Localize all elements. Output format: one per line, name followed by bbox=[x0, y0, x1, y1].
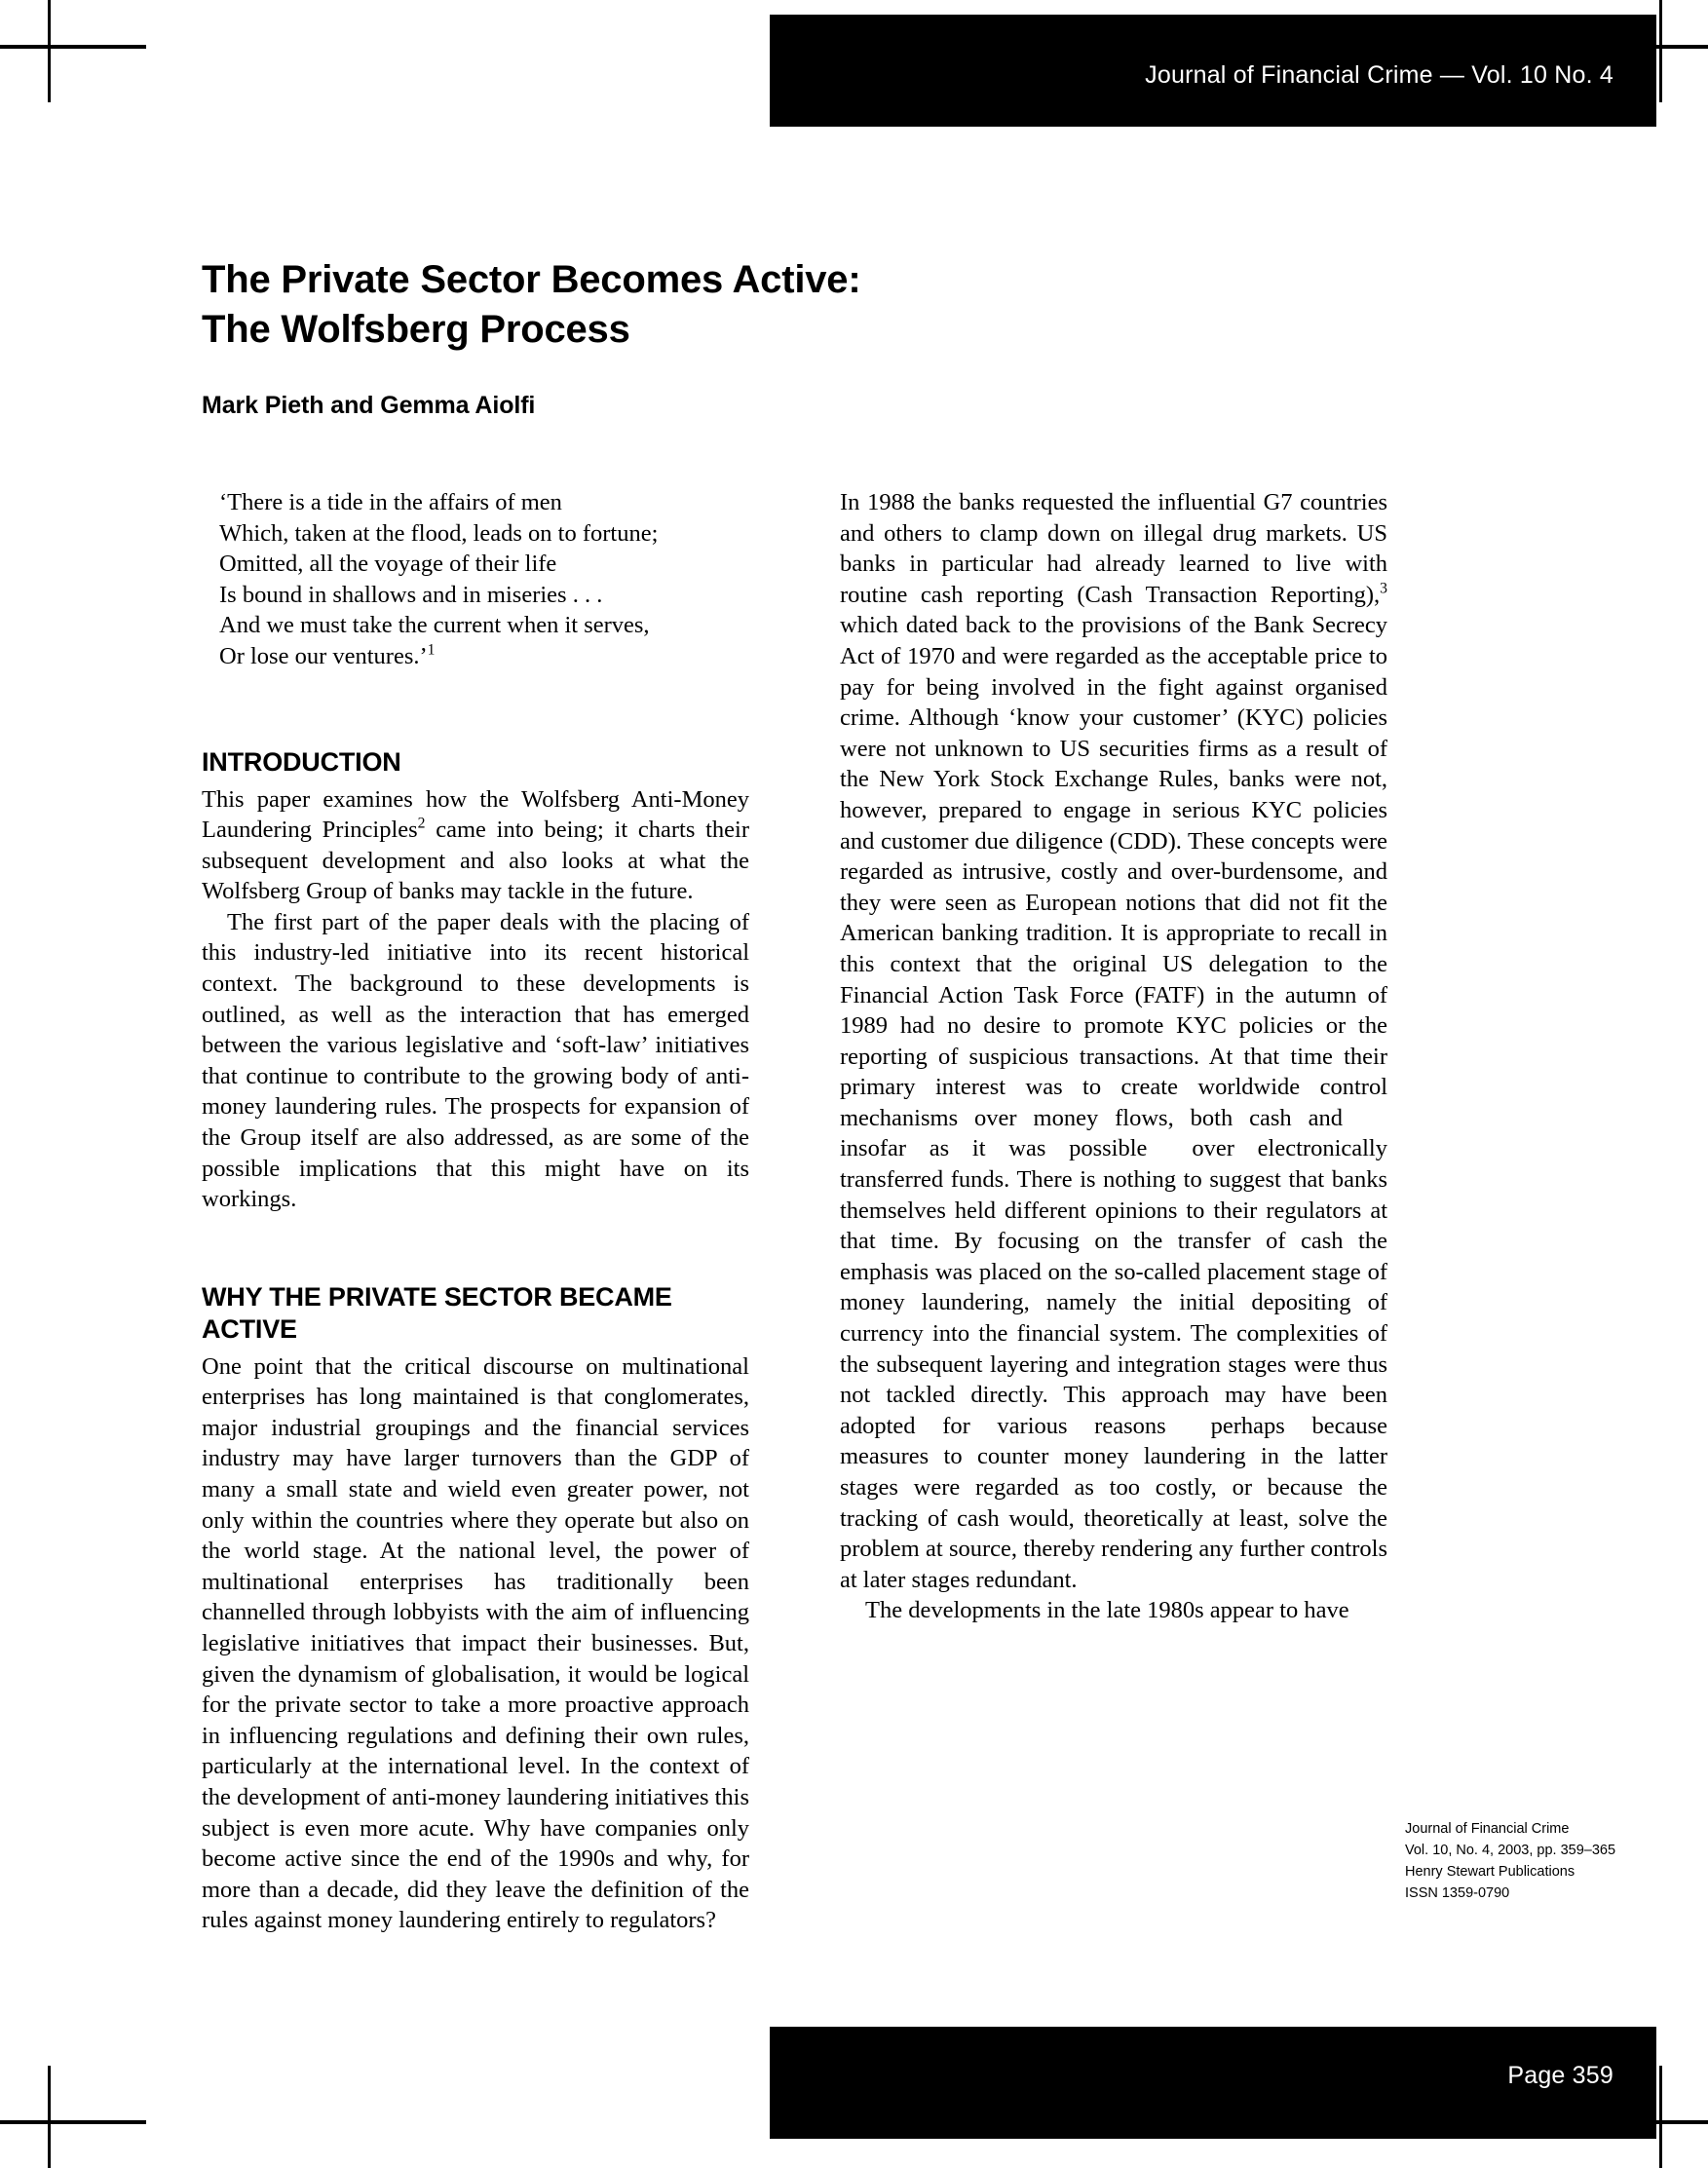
introduction-paragraph-2: The first part of the paper deals with the placing of this industry-led initiative into its recent historical context. The background to these developments is outlined, as well as the interaction that has emerged between the various legislative and ‘soft-law’ initiatives that continue to contribute to the growing body of anti-money laundering rules. The prospects for expansion of the Group itself are also addressed, as are some of the possible implications that this might have on its workings. bbox=[202, 908, 749, 1213]
epigraph-line-1: ‘There is a tide in the affairs of men bbox=[219, 489, 562, 515]
why-paragraph-2-part-a: In 1988 the banks requested the influential G7 countries and others to clamp down on illegal drug markets. US banks in particular had already learned to live with routine cash reporting (Cash Transaction Reporting), bbox=[840, 489, 1387, 608]
epigraph-line-6-text: Or lose our ventures.’ bbox=[219, 642, 428, 669]
why-paragraph-2-part-e: over electronically transferred funds. There is nothing to suggest that banks themselves held different opinions to their regulators at that time. By focusing on the transfer of cash the emphasis was placed on the so-called placement stage of money laundering, namely the initial depositing of currency into the financial system. The complexities of the subsequent layering and integration stages were thus not tackled directly. This approach may have been adopted for bbox=[840, 1135, 1387, 1439]
epigraph-line-2: Which, taken at the flood, leads on to fortune; bbox=[219, 519, 659, 547]
epigraph-line-5: And we must take the current when it serves, bbox=[219, 612, 650, 639]
why-paragraph-3: The developments in the late 1980s appear to have bbox=[865, 1597, 1349, 1624]
article-title-line-2: The Wolfsberg Process bbox=[202, 308, 630, 352]
introduction-paragraph-1 bbox=[202, 784, 749, 907]
page-header-band bbox=[770, 15, 1656, 127]
crop-mark-top-left-vertical bbox=[48, 0, 51, 102]
footnote-marker-1: 1 bbox=[427, 641, 436, 659]
footnote-marker-2: 2 bbox=[417, 815, 426, 832]
section-heading-introduction: INTRODUCTION bbox=[202, 746, 401, 777]
epigraph bbox=[219, 487, 749, 672]
crop-mark-top-right-vertical bbox=[1659, 0, 1662, 102]
introduction-paragraph-1-part-b: came into being; it charts their subsequent development and also looks at what the Wolfsberg Group of banks may tackle in the future. bbox=[202, 817, 750, 905]
spacer-before-introduction bbox=[202, 672, 749, 746]
why-paragraph-2-part-g: perhaps because measures to counter money laundering in the latter stages were regarded as too costly, or because the tracking of cash would, theoretically at least, solve the problem at source, thereby rendering any further controls at later stages redundant. bbox=[840, 1412, 1387, 1593]
crop-mark-bottom-left-vertical bbox=[48, 2066, 51, 2168]
title-block bbox=[202, 255, 1176, 420]
body-column-right bbox=[840, 487, 1387, 1626]
crop-mark-top-left-horizontal bbox=[0, 45, 146, 49]
colophon-line-3: Henry Stewart Publications bbox=[1405, 1864, 1575, 1880]
spacer-before-why-section bbox=[202, 1215, 749, 1281]
section-heading-why-private-sector bbox=[202, 1281, 749, 1346]
epigraph-line-4: Is bound in shallows and in miseries . . . bbox=[219, 581, 603, 608]
why-paragraph-2-part-c: both cash and bbox=[1190, 1104, 1343, 1131]
page-number: Page 359 bbox=[1507, 2062, 1613, 2089]
colophon-line-4: ISSN 1359-0790 bbox=[1405, 1885, 1510, 1901]
epigraph-line-3: Omitted, all the voyage of their life bbox=[219, 551, 557, 578]
colophon-line-2: Vol. 10, No. 4, 2003, pp. 359–365 bbox=[1405, 1843, 1616, 1858]
why-heading-line-1: WHY THE PRIVATE SECTOR BECAME bbox=[202, 1281, 672, 1312]
article-title-line-1: The Private Sector Becomes Active: bbox=[202, 258, 861, 301]
page-footer-band bbox=[770, 2027, 1656, 2139]
colophon-line-1: Journal of Financial Crime bbox=[1405, 1821, 1570, 1837]
article-authors: Mark Pieth and Gemma Aiolfi bbox=[202, 392, 536, 420]
running-head: Journal of Financial Crime — Vol. 10 No. 4 bbox=[1145, 61, 1613, 89]
why-paragraph-2-part-f: various reasons bbox=[997, 1412, 1166, 1439]
why-paragraph-2-part-d: insofar as it was possible bbox=[840, 1135, 1148, 1162]
page-title bbox=[202, 255, 1176, 355]
crop-mark-bottom-left-horizontal bbox=[0, 2120, 146, 2124]
why-paragraph-2 bbox=[840, 487, 1387, 1595]
body-column-left bbox=[202, 487, 749, 1936]
footnote-marker-3: 3 bbox=[1380, 580, 1387, 597]
why-paragraph-1: One point that the critical discourse on multinational enterprises has long maintained is that conglomerates, major industrial groupings and the financial services industry may have larger turnovers than the GDP of many a small state and wield even greater power, not only within the countries where they operate but also on the world stage. At the national level, the power of multinational enterprises has traditionally been channelled through lobbyists with the aim of influencing legislative initiatives that impact their businesses. But, given the dynamism of globalisation, it would be logical for the private sector to take a more proactive approach in influencing regulations and defining their own rules, particularly at the international level. In the context of the development of anti-money laundering initiatives this subject is even more acute. Why have companies only become active since the end of the 1990s and why, for more than a decade, did they leave the definition of the rules against money laundering entirely to regulators? bbox=[202, 1352, 750, 1934]
epigraph-line-6 bbox=[219, 641, 749, 672]
colophon bbox=[1405, 1818, 1649, 1904]
crop-mark-bottom-right-vertical bbox=[1659, 2066, 1662, 2168]
why-paragraph-2-part-b: which dated back to the provisions of the Bank Secrecy Act of 1970 and were regarded as the acceptable price to pay for being involved in the fight against organised crime. Although ‘know your customer’ (KYC) policies were not unknown to US securities firms as a result of the New York Stock Exchange Rules, banks were not, however, prepared to engage in serious KYC policies and customer due diligence (CDD). These concepts were regarded as intrusive, costly and over-burdensome, and they were seen as European notions that did not fit the American banking tradition. It is appropriate to recall in this context that the original US delegation to the Financial Action Task Force (FATF) in the autumn of 1989 had no desire to promote KYC policies or the reporting of suspicious transactions. At that time their primary interest was to create worldwide control mechanisms over money flows, bbox=[840, 612, 1387, 1131]
why-heading-line-2: ACTIVE bbox=[202, 1313, 297, 1344]
introduction-paragraph-1-part-a: This paper examines how the Wolfsberg Anti-Money Laundering Principles bbox=[202, 785, 749, 844]
